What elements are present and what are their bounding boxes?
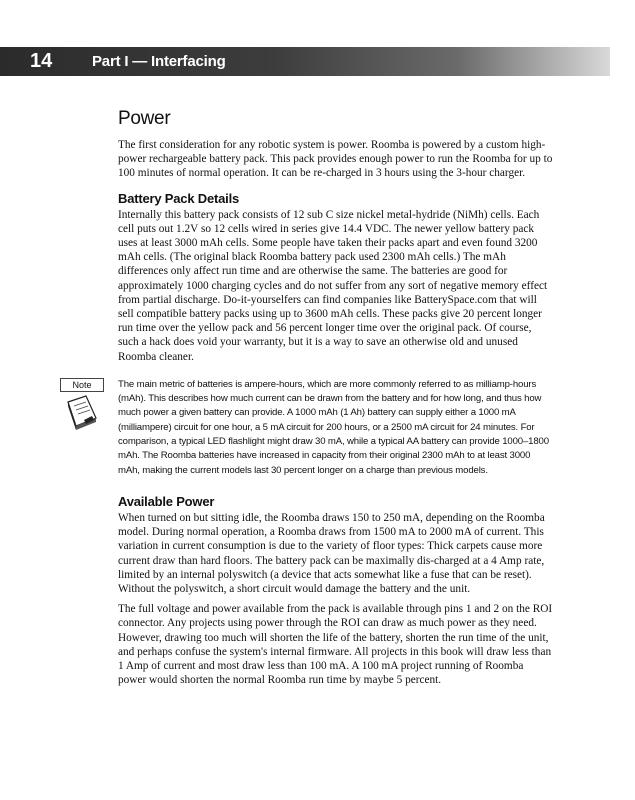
available-power-paragraph-1: When turned on but sitting idle, the Roomba draws 150 to 250 mA, depending on the Roomba model. During normal operation, a Roomba draws from 1500 mA to 2000 mA of current. This variation in current consumption is due to the variety of floor types: Thick carpets cause more current draw than hard floors. The battery pack can be maximally dis-charged at a 4 Amp rate, limited by an internal polyswitch (a device that acts somewhat like a fuse that can be reset). Without the polyswitch, a short circuit would damage the battery and the unit. [118, 511, 545, 595]
battery-pack-heading: Battery Pack Details [118, 190, 240, 206]
page-body [72, 108, 554, 693]
battery-pack-paragraph: Internally this battery pack consists of 12 sub C size nickel metal-hydride (NiMh) cells. Each cell puts out 1.2V so 12 cells wired in series give 14.4 VDC. The newer yellow battery pack uses at least 3000 mAh cells. Some people have taken their packs apart and even found 3200 mAh cells. (The original black Roomba battery pack used 2300 mAh cells.) The mAh differences only affect run time and are otherwise the same. The batteries are good for approximately 1000 charging cycles and do not suffer from any sort of negative memory effect from partial discharge. Do-it-yourselfers can find companies like BatterySpace.com that will sell compatible battery packs using up to 3600 mAh cells. These packs give 20 percent longer run time over the yellow pack and 56 percent longer time over the original pack. Of course, such a hack does void your warranty, but it is a way to save an otherwise old and unused Roomba cleaner. [118, 208, 548, 363]
page-number: 14 [30, 50, 53, 72]
note-book-icon [60, 394, 102, 434]
part-title: Part I — Interfacing [92, 53, 226, 70]
note-callout [72, 378, 554, 478]
intro-paragraph: The first consideration for any robotic system is power. Roomba is powered by a custom high-power rechargeable battery pack. This pack provides enough power to run the Roomba for up to 100 minutes of normal operation. It can be re-charged in 3 hours using the 3-hour charger. [118, 139, 553, 180]
running-header [0, 47, 610, 76]
section-title: Power [118, 108, 171, 129]
available-power-heading: Available Power [118, 493, 215, 509]
note-text: The main metric of batteries is ampere-hours, which are more commonly referred to as milliamp-hours (mAh). This describes how much current can be drawn from the battery and for how long, and thus how much power a given battery can provide. A 1000 mAh (1 Ah) battery can supply either a 1000 mA (milliampere) circuit for one hour, a 5 mA circuit for 200 hours, or a 2500 mA circuit for 24 minutes. For comparison, a typical LED flashlight might draw 30 mA, while a typical AA battery can provide 1000–1800 mAh. The Roomba batteries have increased in capacity from their original 2300 mAh to at least 3000 mAh, making the current models last 30 percent longer on a charge than previous models. [118, 378, 549, 476]
note-label: Note [60, 378, 104, 392]
available-power-paragraph-2: The full voltage and power available from the pack is available through pins 1 and 2 on the ROI connector. Any projects using power through the ROI can draw as much power as they need. However, drawing too much will shorten the life of the battery, shorten the run time of the unit, and perhaps confuse the system's internal firmware. All projects in this book will draw less than 1 Amp of current and most draw less than 100 mA. A 100 mA project running of Roomba power would shorten the normal Roomba run time by maybe 5 percent. [118, 603, 553, 687]
